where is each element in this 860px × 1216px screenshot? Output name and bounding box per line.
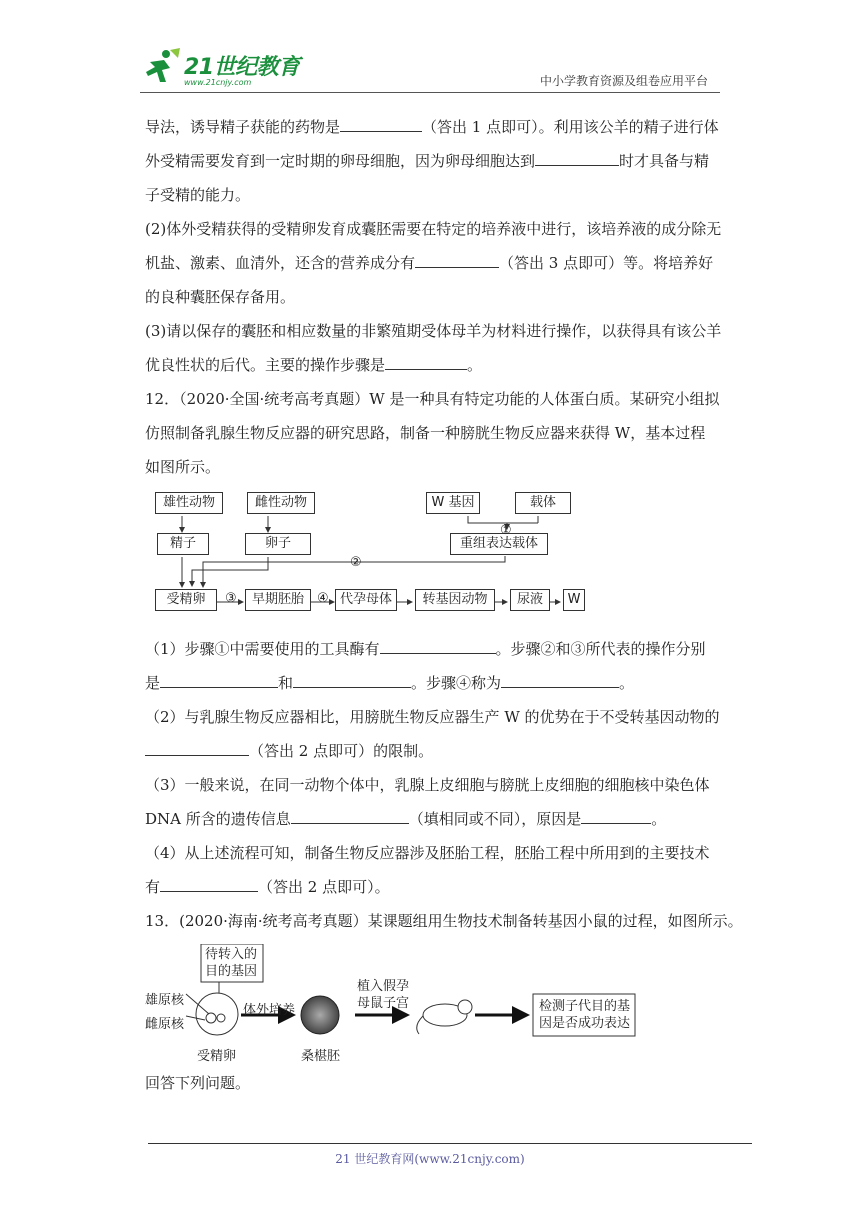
- text-line: 有 （答出 2 点即可）。: [145, 870, 720, 904]
- answer-blank[interactable]: [160, 671, 278, 688]
- target-gene-label: 待转入的 目的基因: [205, 947, 258, 979]
- page-header: [140, 44, 720, 92]
- urine-box: 尿液: [510, 589, 550, 611]
- answer-blank[interactable]: [293, 671, 411, 688]
- text-line: 仿照制备乳腺生物反应器的研究思路，制备一种膀胱生物反应器来获得 W，基本过程: [145, 424, 706, 442]
- text-line: 机盐、激素、血清外，还含的营养成分有 （答出 3 点即可）等。将培养好: [145, 246, 720, 280]
- w-gene-box: W 基因: [426, 492, 480, 514]
- answer-blank[interactable]: [160, 875, 258, 892]
- answer-blank[interactable]: [385, 353, 467, 370]
- page-footer[interactable]: 21 世纪教育网(www.21cnjy.com): [335, 1152, 525, 1166]
- male-pronucleus-label: 雄原核: [145, 993, 185, 1008]
- step-3-label: ③: [225, 591, 237, 606]
- sperm-box: 精子: [157, 533, 209, 555]
- step-1-label: ①: [500, 523, 512, 538]
- flow-diagram-1: [145, 488, 720, 628]
- answer-blank[interactable]: [501, 671, 619, 688]
- female-pronucleus-label: 雌原核: [145, 1017, 185, 1032]
- logo-text: 21世纪教育: [184, 55, 300, 80]
- zygote-box: 受精卵: [155, 589, 217, 611]
- text-line: DNA 所含的遗传信息 （填相同或不同），原因是 。: [145, 802, 720, 836]
- step-2-label: ②: [350, 555, 362, 570]
- question-12-sub2: （2）与乳腺生物反应器相比，用膀胱生物反应器生产 W 的优势在于不受转基因动物的: [145, 708, 720, 726]
- transgenic-animal-box: 转基因动物: [415, 589, 495, 611]
- w-protein-box: W: [563, 589, 585, 611]
- text-line: (3)请以保存的囊胚和相应数量的非繁殖期受体母羊为材料进行操作，以获得具有该公羊: [145, 322, 722, 340]
- header-divider: [140, 92, 720, 93]
- question-12-sub1: （1）步骤①中需要使用的工具酶有 。步骤②和③所代表的操作分别: [145, 632, 720, 666]
- surrogate-box: 代孕母体: [335, 589, 397, 611]
- text-line: 子受精的能力。: [145, 186, 251, 204]
- logo-url: www.21cnjy.com: [184, 78, 252, 87]
- text-line: 外受精需要发育到一定时期的卵母细胞，因为卵母细胞达到 时才具备与精: [145, 144, 720, 178]
- answer-blank[interactable]: [145, 739, 249, 756]
- female-animal-box: 雌性动物: [247, 492, 315, 514]
- implant-label: 植入假孕 母鼠子宫: [357, 979, 410, 1011]
- detect-expression-box: 检测子代目的基 因是否成功表达: [539, 999, 631, 1031]
- site-logo[interactable]: [140, 44, 320, 92]
- answer-blank[interactable]: [380, 637, 496, 654]
- male-animal-box: 雄性动物: [155, 492, 223, 514]
- answer-blank[interactable]: [581, 807, 651, 824]
- text-line: (2)体外受精获得的受精卵发育成囊胚需要在特定的培养液中进行，该培养液的成分除无: [145, 220, 722, 238]
- question-12-stem: 12．（2020·全国·统考高考真题）W 是一种具有特定功能的人体蛋白质。某研究小组拟: [145, 390, 720, 408]
- in-vitro-culture-label: 体外培养: [243, 1003, 296, 1018]
- answer-blank[interactable]: [340, 115, 422, 132]
- text-line: 导法，诱导精子获能的药物是 （答出 1 点即可）。利用该公羊的精子进行体: [145, 110, 720, 144]
- site-tagline: 中小学教育资源及组卷应用平台: [539, 74, 708, 88]
- text-line: 如图所示。: [145, 458, 221, 476]
- text-line: 优良性状的后代。主要的操作步骤是 。: [145, 348, 720, 382]
- early-embryo-box: 早期胚胎: [245, 589, 311, 611]
- question-12-sub4: （4）从上述流程可知，制备生物反应器涉及胚胎工程，胚胎工程中所用到的主要技术: [145, 844, 710, 862]
- question-13-stem: 13．(2020·海南·统考高考真题）某课题组用生物技术制备转基因小鼠的过程，如图所示。: [145, 912, 743, 930]
- runner-icon: [140, 48, 184, 88]
- document-body: [145, 110, 743, 1100]
- question-12-sub3: （3）一般来说，在同一动物个体中，乳腺上皮细胞与膀胱上皮细胞的细胞核中染色体: [145, 776, 710, 794]
- text-line: 回答下列问题。: [145, 1074, 251, 1092]
- footer-divider: [148, 1143, 752, 1144]
- recombinant-vector-box: 重组表达载体: [450, 533, 548, 555]
- transgenic-mouse-diagram: [145, 944, 720, 1062]
- vector-box: 载体: [515, 492, 571, 514]
- egg-box: 卵子: [245, 533, 311, 555]
- text-line: 是 和 。步骤④称为 。: [145, 666, 720, 700]
- step-4-label: ④: [317, 591, 329, 606]
- zygote-label: 受精卵: [197, 1049, 237, 1064]
- answer-blank[interactable]: [291, 807, 409, 824]
- answer-blank[interactable]: [415, 251, 499, 268]
- text-line: （答出 2 点即可）的限制。: [145, 734, 720, 768]
- morula-label: 桑椹胚: [301, 1049, 341, 1064]
- answer-blank[interactable]: [535, 149, 619, 166]
- text-line: 的良种囊胚保存备用。: [145, 288, 296, 306]
